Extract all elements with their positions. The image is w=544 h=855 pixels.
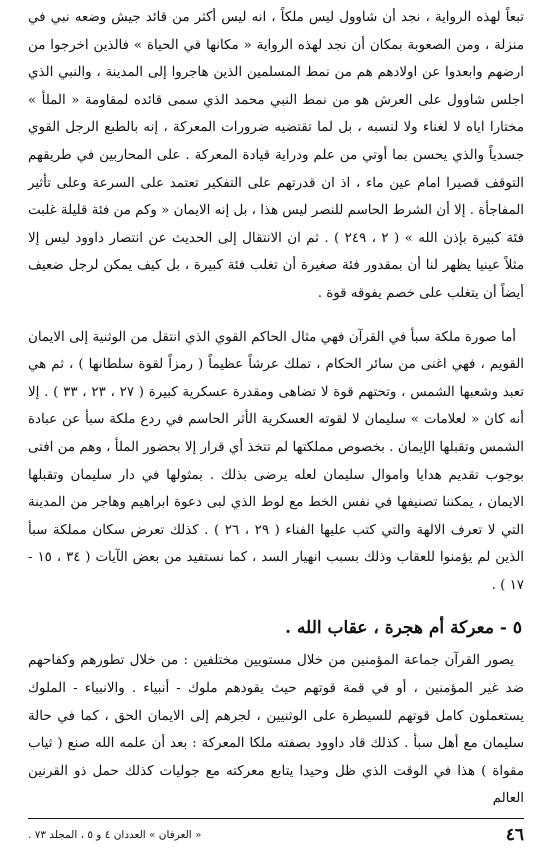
journal-citation: « العرفان » العددان ٤ و ٥ ، المجلد ٧٣ . [28, 829, 202, 841]
page-number: ٤٦ [505, 825, 524, 845]
section-heading: ٥ - معركة أم هجرة ، عقاب الله . [285, 618, 522, 639]
body-paragraph-2: أما صورة ملكة سبأ في القرآن فهي مثال الحاكم القوي الذي انتقل من الوثنية إلى الايمان القويم ، فهي اغنى من سائر الحكام ، تملك عرشاً عظيماً ( رمزاً لقوة سلطانها ) ، ثم هي تعبد وشعبها الشمس ، وتحتهم قوة لا تضاهى ومقدرة عسكرية كبيرة ( ٢٧ ، ٢٣ ، ٣٣ ) . إلا أنه كان « لعلامات » سليمان لا لقوته العسكرية الأثر الحاسم في ردع ملكة سبأ عن عبادة الشمس وتقبلها الإيمان . بخصوص مملكتها لم تتخذ أي قرار إلا بحضور الملأ ، وهم من افتى بوجوب تقديم هدايا واموال سليمان لعله يرضى بذلك . بمثولها في دار سليمان وتقبلها الايمان ، يمكننا تصنيفها في نفس الخط مع لوط الذي لبى دعوة ابراهيم وهاجر من المدينة التي لا تعرف الالهة والتي كتب عليها الفناء ( ٢٩ ، ٢٦ ) . كذلك تعرض سكان مملكة سبأ الذين لم يؤمنوا للعقاب وذلك بسبب انهيار السد ، كما نستفيد من بعض الآيات ( ٣٤ ، ١٥ - ١٧ ) . [28, 329, 524, 593]
page-footer [28, 822, 524, 848]
footer-divider [28, 818, 524, 819]
body-paragraph-1: تبعاً لهذه الرواية ، نجد أن شاوول ليس ملكاً ، انه ليس أكثر من قائد جيش وضعه نبي في منزلة ، ومن الصعوبة بمكان أن نجد لهذه الرواية « مكانها في الحياة » فالذين اخرجوا من ارضهم وابعدوا عن اولادهم هم من نمط المسلمين الذين هاجروا إلى المدينة ، والنبي الذي اجلس شاوول على العرش هو من نمط النبي محمد الذي سمى قائده لمقاومة « الملأ » مختارا اياه لا لغناء ولا لنسبه ، بل لما تقتضيه ضرورات المعركة ، إنه بالطبع الرجل القوي جسدياً والذي يحسن بما أوتي من علم ودراية قيادة المعركة . على المحاربين في طريقهم التوقف قصيرا امام عين ماء ، اذ ان قدرتهم على التفكير تعتمد على السرعة وعلى تأثير المفاجأة . إلا أن الشرط الحاسم للنصر ليس هذا ، بل إنه الايمان « وكم من فئة قليلة غلبت فئة كبيرة بإذن الله » ( ٢ ، ٢٤٩ ) . ثم ان الانتقال إلى الحديث عن انتصار داوود ليس إلا مثلاً عينيا يظهر لنا أن بمقدور فئة صغيرة أن تغلب فئة كبيرة ، بل كيف يمكن لرجل ضعيف أيضاً أن يتغلب على خصم يفوقه قوة . [28, 10, 524, 301]
body-paragraph-3: يصور القرآن جماعة المؤمنين من خلال مستويين مختلفين : من خلال تطورهم وكفاحهم ضد غير المؤمنين ، أو في قمة قوتهم حيث يقودهم ملوك - أنبياء . والانبياء - الملوك يستعملون كامل قوتهم للسيطرة على الوثنيين ، لجرهم إلى الايمان الحق ، كما في حالة سليمان مع أهل سبأ . كذلك قاد داوود بصفته ملكا المعركة : بعد أن علمه الله صنع ( ثياب مقواة ) هذا في الوقت الذي ظل وحيدا يتابع معركته مع جوليات كذلك حمل ذو القرنين العالم [28, 653, 524, 807]
